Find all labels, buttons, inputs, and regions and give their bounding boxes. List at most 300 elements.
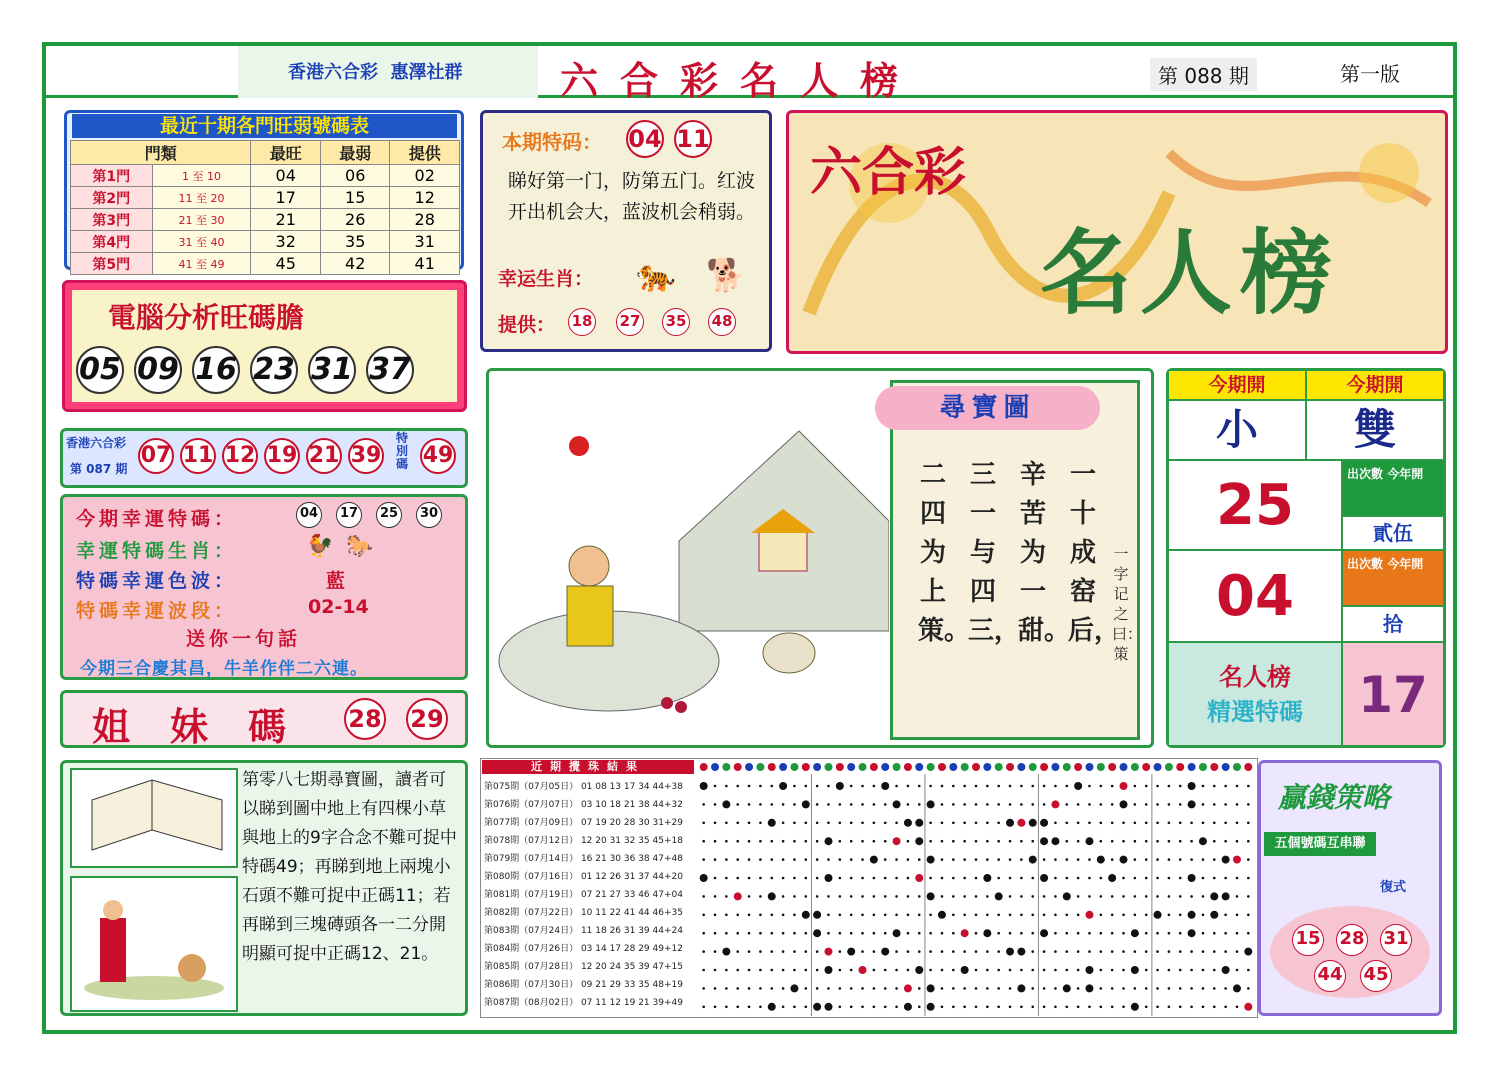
empty-dot — [1145, 914, 1148, 917]
previous-ball: 39 — [348, 438, 384, 474]
computer-ball: 37 — [366, 346, 414, 394]
color-marker — [790, 763, 798, 771]
empty-dot — [1168, 1006, 1171, 1009]
empty-dot — [793, 858, 796, 861]
empty-dot — [827, 822, 830, 825]
empty-dot — [1020, 932, 1023, 935]
empty-dot — [759, 914, 762, 917]
empty-dot — [782, 822, 785, 825]
empty-dot — [941, 785, 944, 788]
empty-dot — [816, 950, 819, 953]
empty-dot — [714, 840, 717, 843]
empty-dot — [1009, 987, 1012, 990]
color-marker — [1108, 763, 1116, 771]
empty-dot — [782, 950, 785, 953]
color-marker — [1074, 763, 1082, 771]
empty-dot — [839, 858, 842, 861]
col-header: 最旺 — [251, 141, 320, 165]
give-ball: 48 — [708, 308, 736, 336]
color-marker — [938, 763, 946, 771]
drawn-dot — [1233, 856, 1241, 864]
strategy-sub: 五個號碼互串聯 — [1264, 832, 1376, 856]
empty-dot — [952, 840, 955, 843]
empty-dot — [1247, 877, 1250, 880]
empty-dot — [1179, 877, 1182, 880]
empty-dot — [884, 914, 887, 917]
empty-dot — [986, 858, 989, 861]
empty-dot — [782, 987, 785, 990]
empty-dot — [884, 969, 887, 972]
empty-dot — [770, 877, 773, 880]
empty-dot — [827, 987, 830, 990]
table-row: 第076期（07月07日） 03 10 18 21 38 44+32 — [484, 800, 683, 810]
empty-dot — [952, 914, 955, 917]
drawn-dot — [1188, 929, 1196, 937]
col-header: 提供 — [390, 141, 460, 165]
strategy-ball: 45 — [1360, 960, 1392, 992]
logo-top: 六合彩 — [810, 142, 967, 203]
empty-dot — [1009, 932, 1012, 935]
book-illustration — [70, 768, 238, 868]
empty-dot — [975, 858, 978, 861]
empty-dot — [793, 950, 796, 953]
empty-dot — [1065, 840, 1068, 843]
empty-dot — [816, 877, 819, 880]
result-side-1: 出次數 今年開 — [1342, 460, 1444, 516]
empty-dot — [1122, 932, 1125, 935]
empty-dot — [884, 987, 887, 990]
drawn-dot — [1063, 892, 1071, 900]
sister-ball: 29 — [406, 698, 448, 740]
empty-dot — [782, 969, 785, 972]
drawn-dot — [927, 892, 935, 900]
empty-dot — [884, 822, 887, 825]
color-marker — [824, 763, 832, 771]
table-row: 第085期（07月28日） 12 20 24 35 39 47+15 — [484, 962, 683, 972]
empty-dot — [759, 877, 762, 880]
empty-dot — [975, 932, 978, 935]
empty-dot — [759, 969, 762, 972]
empty-dot — [1088, 803, 1091, 806]
empty-dot — [918, 785, 921, 788]
empty-dot — [748, 840, 751, 843]
previous-ball: 11 — [180, 438, 216, 474]
empty-dot — [1031, 914, 1034, 917]
table-row: 第079期（07月14日） 16 21 30 36 38 47+48 — [484, 854, 683, 864]
color-marker — [745, 763, 753, 771]
color-marker — [870, 763, 878, 771]
drawn-dot — [1017, 819, 1025, 827]
computer-title: 電腦分析旺碼膽 — [108, 301, 305, 334]
drawn-dot — [915, 837, 923, 845]
empty-dot — [748, 877, 751, 880]
color-marker — [1165, 763, 1173, 771]
empty-dot — [907, 932, 910, 935]
dog-icon: 🐕 — [706, 256, 746, 294]
empty-dot — [1100, 969, 1103, 972]
empty-dot — [759, 858, 762, 861]
empty-dot — [1111, 895, 1114, 898]
empty-dot — [1179, 858, 1182, 861]
empty-dot — [963, 822, 966, 825]
empty-dot — [1054, 932, 1057, 935]
lucky-range: 02-14 — [308, 596, 369, 618]
table-row: 第083期（07月24日） 11 18 26 31 39 44+24 — [484, 926, 683, 936]
empty-dot — [986, 987, 989, 990]
empty-dot — [986, 969, 989, 972]
empty-dot — [861, 858, 864, 861]
empty-dot — [1077, 840, 1080, 843]
empty-dot — [963, 785, 966, 788]
empty-dot — [918, 932, 921, 935]
empty-dot — [1145, 785, 1148, 788]
color-marker — [1085, 763, 1093, 771]
empty-dot — [1031, 785, 1034, 788]
color-marker — [904, 763, 912, 771]
drawn-dot — [1222, 856, 1230, 864]
empty-dot — [1009, 803, 1012, 806]
empty-dot — [1031, 932, 1034, 935]
empty-dot — [1247, 969, 1250, 972]
empty-dot — [895, 950, 898, 953]
empty-dot — [1224, 822, 1227, 825]
table-row: 第080期（07月16日） 01 12 26 31 37 44+20 — [484, 872, 683, 882]
empty-dot — [736, 932, 739, 935]
empty-dot — [850, 987, 853, 990]
empty-dot — [1190, 987, 1193, 990]
empty-dot — [1168, 822, 1171, 825]
drawn-dot — [824, 837, 832, 845]
lucky-row-4-label: 特碼幸運波段： — [76, 600, 238, 622]
empty-dot — [873, 1006, 876, 1009]
empty-dot — [1134, 987, 1137, 990]
color-marker — [1120, 763, 1128, 771]
empty-dot — [1111, 950, 1114, 953]
drawn-dot — [881, 782, 889, 790]
drawn-dot — [824, 874, 832, 882]
empty-dot — [1224, 803, 1227, 806]
edition-label: 第一版 — [1340, 62, 1400, 86]
pick-label-box — [1168, 642, 1342, 746]
empty-dot — [975, 1006, 978, 1009]
empty-dot — [1111, 785, 1114, 788]
empty-dot — [850, 822, 853, 825]
empty-dot — [1065, 1006, 1068, 1009]
empty-dot — [861, 840, 864, 843]
empty-dot — [884, 877, 887, 880]
special-ball: 11 — [674, 120, 712, 158]
empty-dot — [1088, 877, 1091, 880]
drawn-dot — [870, 856, 878, 864]
empty-dot — [1054, 877, 1057, 880]
empty-dot — [907, 785, 910, 788]
table-row: 第086期（07月30日） 09 21 29 33 35 48+19 — [484, 980, 683, 990]
empty-dot — [1202, 950, 1205, 953]
empty-dot — [861, 895, 864, 898]
empty-dot — [850, 785, 853, 788]
empty-dot — [770, 969, 773, 972]
color-marker — [1233, 763, 1241, 771]
empty-dot — [1179, 895, 1182, 898]
empty-dot — [1031, 895, 1034, 898]
empty-dot — [907, 895, 910, 898]
empty-dot — [1156, 785, 1159, 788]
empty-dot — [1043, 969, 1046, 972]
empty-dot — [736, 858, 739, 861]
table-row: 第087期（08月02日） 07 11 12 19 21 39+49 — [484, 998, 683, 1008]
computer-ball: 05 — [76, 346, 124, 394]
empty-dot — [1134, 914, 1137, 917]
empty-dot — [850, 969, 853, 972]
empty-dot — [770, 950, 773, 953]
empty-dot — [941, 950, 944, 953]
drawn-dot — [824, 966, 832, 974]
empty-dot — [1031, 877, 1034, 880]
table-row: 第4門 31 至 40 32 35 31 — [71, 231, 460, 253]
empty-dot — [702, 1006, 705, 1009]
drawn-dot — [824, 948, 832, 956]
empty-dot — [986, 785, 989, 788]
empty-dot — [997, 932, 1000, 935]
table-row: 第082期（07月22日） 10 11 22 41 44 46+35 — [484, 908, 683, 918]
empty-dot — [748, 969, 751, 972]
drawn-dot — [734, 892, 742, 900]
empty-dot — [702, 932, 705, 935]
empty-dot — [1236, 877, 1239, 880]
empty-dot — [725, 895, 728, 898]
empty-dot — [725, 877, 728, 880]
empty-dot — [895, 822, 898, 825]
empty-dot — [759, 840, 762, 843]
drawn-dot — [961, 929, 969, 937]
empty-dot — [770, 785, 773, 788]
empty-dot — [1224, 932, 1227, 935]
empty-dot — [997, 877, 1000, 880]
empty-dot — [997, 987, 1000, 990]
drawn-dot — [893, 929, 901, 937]
empty-dot — [918, 858, 921, 861]
empty-dot — [1168, 840, 1171, 843]
result-parity: 雙 — [1306, 400, 1444, 460]
drawn-dot — [813, 1003, 821, 1011]
previous-issue: 第 087 期 — [70, 462, 128, 476]
empty-dot — [1054, 822, 1057, 825]
empty-dot — [714, 803, 717, 806]
empty-dot — [702, 803, 705, 806]
empty-dot — [907, 840, 910, 843]
empty-dot — [941, 895, 944, 898]
drawn-dot — [983, 874, 991, 882]
empty-dot — [839, 932, 842, 935]
empty-dot — [1224, 785, 1227, 788]
empty-dot — [702, 858, 705, 861]
empty-dot — [1009, 785, 1012, 788]
empty-dot — [1020, 858, 1023, 861]
empty-dot — [986, 822, 989, 825]
empty-dot — [1156, 987, 1159, 990]
empty-dot — [804, 840, 807, 843]
empty-dot — [1168, 987, 1171, 990]
special-label: 特別碼 — [396, 431, 409, 471]
empty-dot — [1020, 895, 1023, 898]
drawn-dot — [927, 1003, 935, 1011]
empty-dot — [1020, 840, 1023, 843]
empty-dot — [725, 987, 728, 990]
empty-dot — [1202, 914, 1205, 917]
empty-dot — [1043, 987, 1046, 990]
empty-dot — [1009, 895, 1012, 898]
empty-dot — [1100, 932, 1103, 935]
empty-dot — [941, 803, 944, 806]
empty-dot — [1156, 858, 1159, 861]
empty-dot — [1213, 877, 1216, 880]
empty-dot — [770, 858, 773, 861]
drawn-dot — [904, 1003, 912, 1011]
drawn-dot — [927, 856, 935, 864]
empty-dot — [1065, 858, 1068, 861]
color-marker — [1210, 763, 1218, 771]
empty-dot — [1077, 895, 1080, 898]
empty-dot — [975, 785, 978, 788]
sister-title: 姐妹碼 — [92, 705, 327, 749]
col-header: 最弱 — [320, 141, 389, 165]
empty-dot — [929, 914, 932, 917]
empty-dot — [839, 877, 842, 880]
empty-dot — [827, 858, 830, 861]
empty-dot — [1020, 914, 1023, 917]
empty-dot — [1134, 950, 1137, 953]
color-marker — [1244, 763, 1252, 771]
empty-dot — [736, 950, 739, 953]
empty-dot — [873, 914, 876, 917]
drawn-dot — [1085, 911, 1093, 919]
empty-dot — [804, 822, 807, 825]
drawn-dot — [961, 966, 969, 974]
empty-dot — [975, 987, 978, 990]
grid-dots — [698, 760, 1254, 1016]
empty-dot — [1020, 803, 1023, 806]
empty-dot — [804, 1006, 807, 1009]
result-size: 小 — [1168, 400, 1306, 460]
empty-dot — [839, 822, 842, 825]
empty-dot — [1236, 803, 1239, 806]
previous-ball: 07 — [138, 438, 174, 474]
empty-dot — [759, 950, 762, 953]
drawn-dot — [881, 948, 889, 956]
drawn-dot — [700, 782, 708, 790]
empty-dot — [1100, 895, 1103, 898]
empty-dot — [963, 895, 966, 898]
empty-dot — [1031, 950, 1034, 953]
empty-dot — [975, 895, 978, 898]
empty-dot — [975, 840, 978, 843]
empty-dot — [1213, 822, 1216, 825]
empty-dot — [770, 987, 773, 990]
empty-dot — [850, 932, 853, 935]
empty-dot — [1065, 914, 1068, 917]
color-marker — [995, 763, 1003, 771]
empty-dot — [975, 950, 978, 953]
empty-dot — [1054, 785, 1057, 788]
rooster-icon: 🐓 — [306, 534, 334, 559]
color-marker — [1051, 763, 1059, 771]
empty-dot — [1213, 932, 1216, 935]
empty-dot — [1111, 858, 1114, 861]
empty-dot — [759, 895, 762, 898]
empty-dot — [918, 895, 921, 898]
empty-dot — [714, 987, 717, 990]
empty-dot — [782, 858, 785, 861]
color-marker — [949, 763, 957, 771]
table-row: 第081期（07月19日） 07 21 27 33 46 47+04 — [484, 890, 683, 900]
color-marker — [1040, 763, 1048, 771]
note-text: 第零八七期尋寶圖，讀者可以睇到圖中地上有四棵小草與地上的9字合念不難可捉中特碼49；再睇到地上兩塊小石頭不難可捉中正碼11；若再睇到三塊磚頭各一二分開明顯可捉中正碼12、21。 — [242, 770, 457, 964]
empty-dot — [1145, 987, 1148, 990]
strategy-ball: 44 — [1314, 960, 1346, 992]
empty-dot — [861, 877, 864, 880]
empty-dot — [1077, 858, 1080, 861]
empty-dot — [759, 1006, 762, 1009]
empty-dot — [839, 969, 842, 972]
drawn-dot — [927, 984, 935, 992]
poem-column: 三一与四三， — [968, 460, 1021, 646]
empty-dot — [1213, 803, 1216, 806]
drawn-dot — [836, 782, 844, 790]
empty-dot — [941, 858, 944, 861]
empty-dot — [1190, 950, 1193, 953]
color-marker — [927, 763, 935, 771]
empty-dot — [1043, 858, 1046, 861]
empty-dot — [702, 914, 705, 917]
drawn-dot — [915, 874, 923, 882]
empty-dot — [1190, 1006, 1193, 1009]
empty-dot — [1202, 785, 1205, 788]
drawn-dot — [859, 966, 867, 974]
empty-dot — [952, 969, 955, 972]
color-marker — [881, 763, 889, 771]
empty-dot — [1009, 914, 1012, 917]
table-row: 第5門 41 至 49 45 42 41 — [71, 253, 460, 275]
empty-dot — [1156, 895, 1159, 898]
empty-dot — [884, 895, 887, 898]
empty-dot — [1020, 785, 1023, 788]
empty-dot — [1145, 895, 1148, 898]
empty-dot — [895, 987, 898, 990]
empty-dot — [861, 987, 864, 990]
drawn-dot — [790, 984, 798, 992]
horse-icon: 🐎 — [346, 534, 374, 559]
empty-dot — [861, 950, 864, 953]
empty-dot — [1100, 877, 1103, 880]
ten-period-table — [70, 140, 460, 275]
empty-dot — [1043, 950, 1046, 953]
empty-dot — [997, 914, 1000, 917]
empty-dot — [1168, 932, 1171, 935]
empty-dot — [1179, 969, 1182, 972]
give-ball: 35 — [662, 308, 690, 336]
empty-dot — [884, 858, 887, 861]
empty-dot — [1156, 932, 1159, 935]
empty-dot — [1077, 877, 1080, 880]
empty-dot — [873, 822, 876, 825]
previous-ball: 12 — [222, 438, 258, 474]
strategy-title: 贏錢策略 — [1278, 781, 1391, 814]
empty-dot — [748, 1006, 751, 1009]
empty-dot — [702, 969, 705, 972]
drawn-dot — [1199, 837, 1207, 845]
color-marker — [813, 763, 821, 771]
empty-dot — [714, 950, 717, 953]
